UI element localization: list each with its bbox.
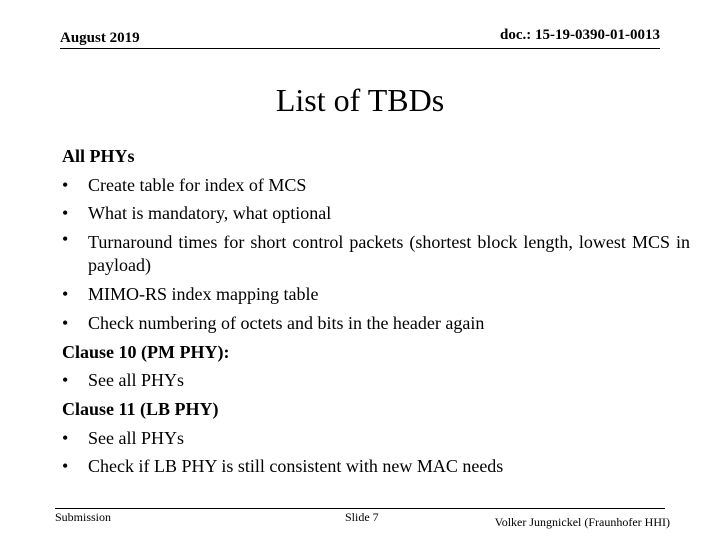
list-item	[62, 309, 690, 338]
bullet-icon: •	[62, 370, 69, 391]
header-divider	[60, 48, 660, 49]
list-item	[62, 366, 690, 395]
bullet-icon: •	[62, 174, 69, 195]
section-heading-all-phys: All PHYs	[62, 146, 135, 166]
section-heading-clause-11: Clause 11 (LB PHY)	[62, 398, 219, 419]
footer-submission: Submission	[55, 510, 112, 524]
list-item-text: MIMO-RS index mapping table	[88, 284, 319, 305]
list-item	[62, 228, 690, 280]
list-item	[62, 452, 690, 481]
header-date: August 2019	[60, 30, 140, 46]
list-item-text: Check if LB PHY is still consistent with new MAC needs	[88, 456, 504, 477]
bullet-icon: •	[62, 312, 69, 333]
list-item-text: See all PHYs	[88, 427, 184, 448]
bullet-icon: •	[62, 456, 69, 477]
bullet-icon: •	[62, 229, 69, 250]
list-item-text: What is mandatory, what optional	[88, 203, 332, 224]
list-item-text: See all PHYs	[88, 370, 184, 391]
slide-title: List of TBDs	[275, 82, 445, 118]
list-item	[62, 280, 690, 309]
header-doc-id: doc.: 15-19-0390-01-0013	[500, 27, 660, 43]
list-item	[62, 171, 690, 200]
list-item-text: Create table for index of MCS	[88, 174, 307, 195]
list-item	[62, 424, 690, 453]
list-item	[62, 199, 690, 228]
bullet-icon: •	[62, 284, 69, 305]
list-item-text: Turnaround times for short control packets (shortest block length, lowest MCS in payload)	[88, 232, 690, 276]
slide-body	[62, 142, 690, 481]
section-heading-clause-10: Clause 10 (PM PHY):	[62, 341, 230, 362]
footer-author: Volker Jungnickel (Fraunhofer HHI)	[494, 515, 670, 529]
footer-slide-number: Slide 7	[345, 510, 379, 524]
list-item-text: Check numbering of octets and bits in the header again	[88, 312, 485, 333]
bullet-icon: •	[62, 427, 69, 448]
footer-divider	[55, 508, 665, 509]
bullet-icon: •	[62, 203, 69, 224]
